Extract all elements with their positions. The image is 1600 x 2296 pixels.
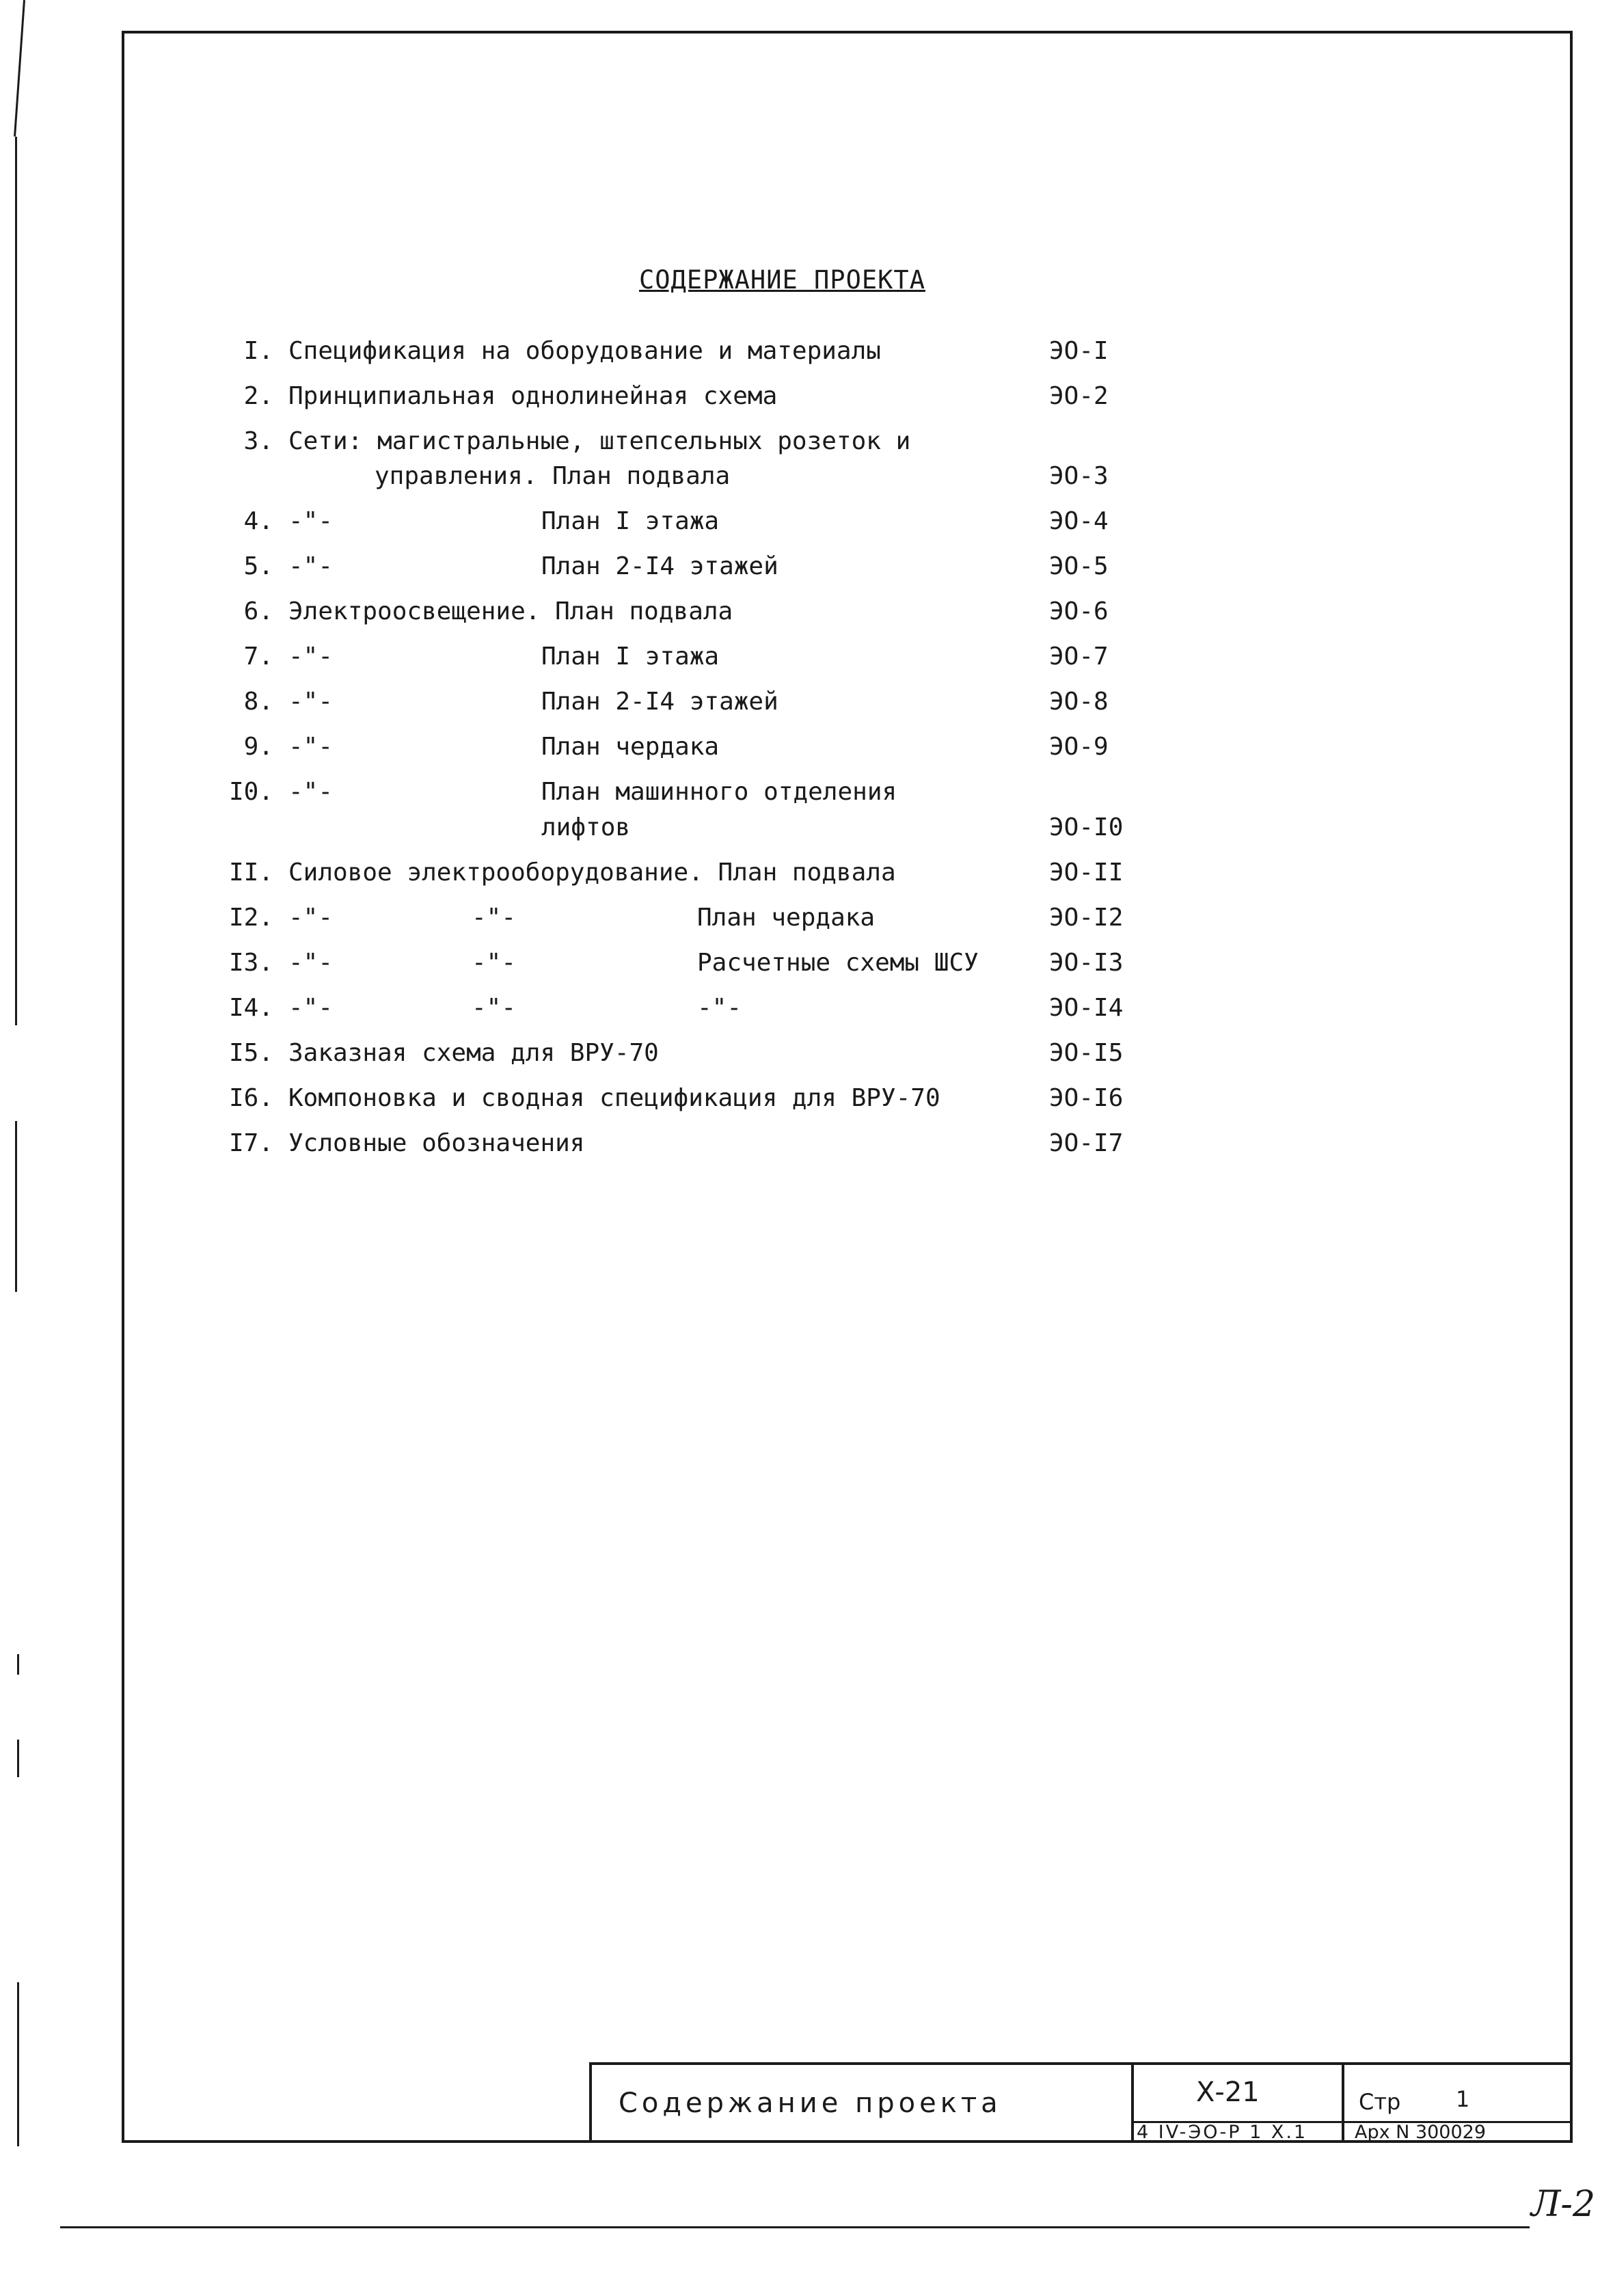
item-text: управления. План подвала (375, 462, 731, 490)
item-number: 2. (243, 382, 273, 410)
item-text: лифтов (541, 813, 631, 841)
sheet-code: ЭО-3 (1049, 462, 1109, 490)
item-text: Силовое электрооборудование. План подвала (288, 859, 896, 887)
stamp-sheet-number: 1 (1456, 2086, 1470, 2112)
item-number: 7. (243, 643, 273, 671)
item-text: -"- (288, 552, 334, 580)
item-number: I7. (228, 1129, 273, 1157)
left-margin-mark-4 (17, 1982, 19, 2146)
item-text: -"- (472, 904, 517, 932)
item-text: -"- (288, 994, 334, 1022)
item-text: -"- (288, 778, 334, 806)
item-number: I3. (228, 949, 273, 977)
item-number: I0. (228, 778, 273, 806)
sheet-code: ЭО-I3 (1049, 949, 1124, 977)
item-number: 9. (243, 733, 273, 761)
item-text: -"- (288, 643, 334, 671)
item-number: I. (243, 337, 273, 365)
left-margin-line-2 (15, 137, 17, 1025)
item-number: II. (228, 859, 273, 887)
stamp-sheet-label: Стр (1359, 2089, 1401, 2115)
left-margin-mark-2 (17, 1654, 19, 1675)
sheet-code: ЭО-8 (1049, 688, 1109, 716)
sheet-code: ЭО-4 (1049, 507, 1109, 535)
sheet-code: ЭО-II (1049, 859, 1124, 887)
item-text: План чердака (697, 904, 876, 932)
item-number: I2. (228, 904, 273, 932)
stamp-title: Содержание проекта (619, 2088, 1002, 2119)
sheet-code: ЭО-I5 (1049, 1039, 1124, 1067)
left-margin-mark-3 (17, 1740, 19, 1777)
stamp-code: Х-21 (1196, 2077, 1260, 2108)
item-number: 5. (243, 552, 273, 580)
sheet-code: ЭО-9 (1049, 733, 1109, 761)
item-text: Расчетные схемы ШСУ (697, 949, 979, 977)
item-text: Заказная схема для ВРУ-70 (288, 1039, 659, 1067)
item-text: Условные обозначения (288, 1129, 585, 1157)
item-text: План I этажа (541, 507, 720, 535)
sheet-code: ЭО-I4 (1049, 994, 1124, 1022)
sheet-code: ЭО-I6 (1049, 1084, 1124, 1112)
item-number: 8. (243, 688, 273, 716)
item-text: План машинного отделения (541, 778, 897, 806)
item-number: I5. (228, 1039, 273, 1067)
item-text: Электроосвещение. План подвала (288, 597, 733, 625)
item-text: -"- (288, 904, 334, 932)
sheet-code: ЭО-I2 (1049, 904, 1124, 932)
left-margin-line (14, 0, 25, 137)
item-text: -"- (697, 994, 742, 1022)
page-title: СОДЕРЖАНИЕ ПРОЕКТА (639, 265, 925, 295)
sheet-code: ЭО-2 (1049, 382, 1109, 410)
item-text: -"- (288, 733, 334, 761)
sheet-code: ЭО-6 (1049, 597, 1109, 625)
sheet-code: ЭО-5 (1049, 552, 1109, 580)
item-number: I4. (228, 994, 273, 1022)
item-text: -"- (472, 994, 517, 1022)
sheet-code: ЭО-I0 (1049, 813, 1124, 841)
item-text: План чердака (541, 733, 720, 761)
item-number: I6. (228, 1084, 273, 1112)
item-text: Спецификация на оборудование и материалы (288, 337, 881, 365)
item-text: -"- (288, 688, 334, 716)
sheet-code: ЭО-7 (1049, 643, 1109, 671)
item-text: Сети: магистральные, штепсельных розеток и (288, 427, 911, 455)
item-text: Принципиальная однолинейная схема (288, 382, 778, 410)
item-text: План I этажа (541, 643, 720, 671)
item-text: -"- (472, 949, 517, 977)
item-text: План 2-I4 этажей (541, 552, 778, 580)
stamp-archive-number: Арх N 300029 (1355, 2122, 1487, 2143)
item-number: 4. (243, 507, 273, 535)
bottom-trim-line (60, 2226, 1530, 2228)
stamp-doc-code: 4 IV-ЭО-Р 1 Х.1 (1137, 2122, 1308, 2143)
sheet-code: ЭО-I7 (1049, 1129, 1124, 1157)
item-text: Компоновка и сводная спецификация для ВРУ-70 (288, 1084, 940, 1112)
stamp-divider-2 (1342, 2065, 1344, 2143)
stamp-divider-1 (1131, 2065, 1134, 2143)
item-text: -"- (288, 949, 334, 977)
corner-mark: Л-2 (1531, 2184, 1596, 2225)
item-text: -"- (288, 507, 334, 535)
item-text: План 2-I4 этажей (541, 688, 778, 716)
left-margin-mark-1 (15, 1121, 17, 1292)
item-number: 3. (243, 427, 273, 455)
sheet-code: ЭО-I (1049, 337, 1109, 365)
item-number: 6. (243, 597, 273, 625)
